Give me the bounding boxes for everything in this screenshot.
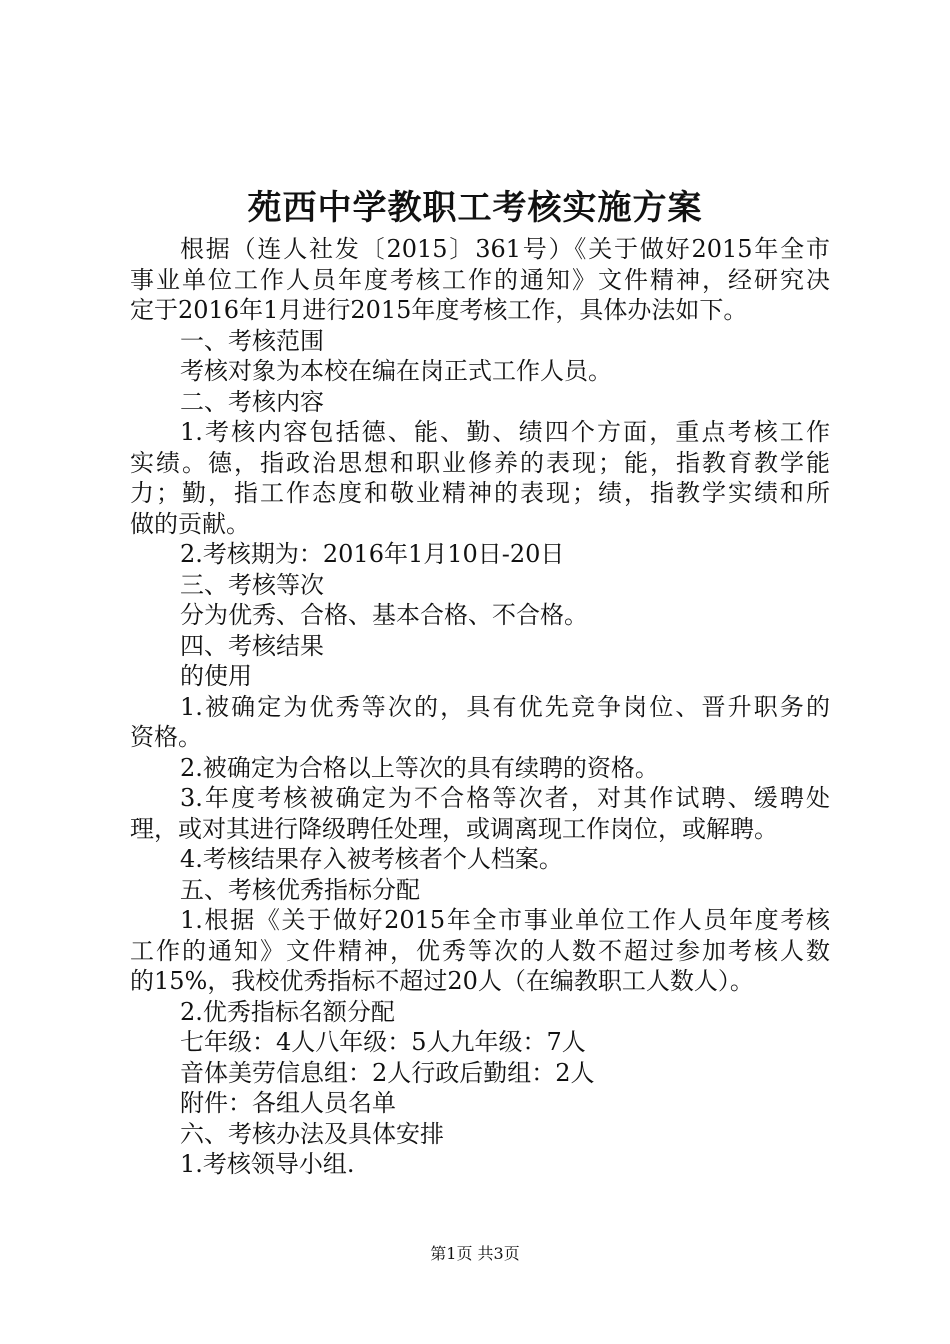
text-line: 一、考核范围 xyxy=(180,326,324,355)
text-line: 六、考核办法及具体安排 xyxy=(180,1119,444,1148)
text-line: 的使用 xyxy=(180,662,252,690)
text-line: 分为优秀、合格、基本合格、不合格。 xyxy=(180,601,588,629)
text-line: 3.年度考核被确定为不合格等次者，对其作试聘、缓聘处 xyxy=(180,784,830,812)
text-line: 根据（连人社发〔2015〕361号）《关于做好2015年全市 xyxy=(180,235,830,263)
document-body xyxy=(130,234,830,1180)
text-line: 工作的通知》文件精神，优秀等次的人数不超过参加考核人数 xyxy=(130,936,830,965)
text-line: 2.优秀指标名额分配 xyxy=(180,997,395,1026)
text-line: 音体美劳信息组：2人行政后勤组：2人 xyxy=(180,1058,595,1087)
text-line: 四、考核结果 xyxy=(180,631,324,660)
text-line: 4.考核结果存入被考核者个人档案。 xyxy=(180,845,563,873)
page-title: 苑西中学教职工考核实施方案 xyxy=(247,188,703,228)
text-line: 二、考核内容 xyxy=(180,387,324,416)
text-line: 2.考核期为：2016年1月10日-20日 xyxy=(180,540,565,568)
text-line: 资格。 xyxy=(130,723,202,751)
text-line: 五、考核优秀指标分配 xyxy=(180,875,420,904)
text-line: 实绩。德，指政治思想和职业修养的表现；能，指教育教学能 xyxy=(130,448,830,477)
text-line: 1.考核领导小组. xyxy=(180,1150,355,1178)
text-line: 力；勤，指工作态度和敬业精神的表现；绩，指教学实绩和所 xyxy=(130,479,830,507)
text-line: 七年级：4人八年级：5人九年级：7人 xyxy=(180,1028,586,1056)
text-line: 事业单位工作人员年度考核工作的通知》文件精神，经研究决 xyxy=(130,265,830,294)
text-line: 附件：各组人员名单 xyxy=(180,1089,396,1117)
text-line: 1.考核内容包括德、能、勤、绩四个方面，重点考核工作 xyxy=(180,418,830,446)
page-footer: 第1页 共3页 xyxy=(430,1244,520,1263)
text-line: 理，或对其进行降级聘任处理，或调离现工作岗位，或解聘。 xyxy=(130,814,778,843)
text-line: 做的贡献。 xyxy=(130,509,250,538)
text-line: 三、考核等次 xyxy=(180,570,324,599)
text-line: 1.被确定为优秀等次的，具有优先竞争岗位、晋升职务的 xyxy=(180,692,830,721)
text-line: 1.根据《关于做好2015年全市事业单位工作人员年度考核 xyxy=(180,906,830,934)
text-line: 的15%，我校优秀指标不超过20人（在编教职工人数人）。 xyxy=(130,967,754,995)
text-line: 考核对象为本校在编在岗正式工作人员。 xyxy=(180,357,612,385)
text-line: 2.被确定为合格以上等次的具有续聘的资格。 xyxy=(180,753,659,782)
text-line: 定于2016年1月进行2015年度考核工作，具体办法如下。 xyxy=(130,296,748,324)
